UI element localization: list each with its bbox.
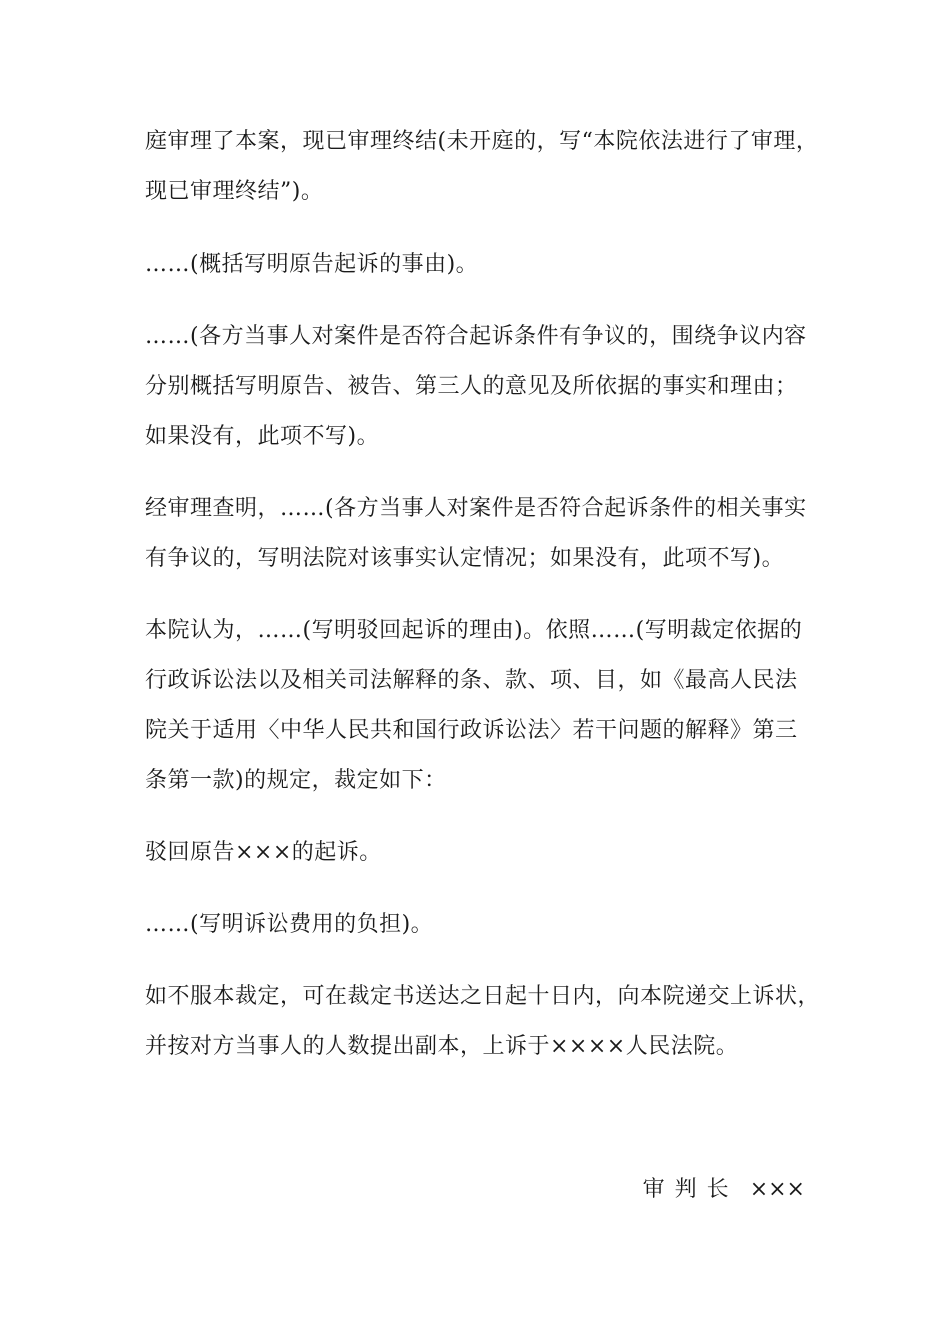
text-line: 分别概括写明原告、被告、第三人的意见及所依据的事实和理由； <box>145 374 798 399</box>
text-line: 驳回原告×××的起诉。 <box>145 840 382 865</box>
signature-name: ××× <box>749 1177 805 1202</box>
text-line: ……(各方当事人对案件是否符合起诉条件有争议的，围绕争议内容 <box>145 324 807 349</box>
text-line: 并按对方当事人的人数提出副本，上诉于××××人民法院。 <box>145 1034 739 1059</box>
text-line: 条第一款)的规定，裁定如下： <box>145 768 447 793</box>
signature-block <box>643 1175 805 1205</box>
text-line: 行政诉讼法以及相关司法解释的条、款、项、目，如《最高人民法 <box>145 668 798 693</box>
signature-title: 审判长 <box>642 1177 739 1202</box>
text-line: 庭审理了本案，现已审理终结(未开庭的，写“本院依法进行了审理， <box>145 129 819 154</box>
text-line: 如果没有，此项不写)。 <box>145 424 380 449</box>
text-line: ……(概括写明原告起诉的事由)。 <box>145 252 479 277</box>
text-line: 经审理查明，……(各方当事人对案件是否符合起诉条件的相关事实 <box>145 496 807 521</box>
text-line: 本院认为，……(写明驳回起诉的理由)。依照……(写明裁定依据的 <box>145 618 803 643</box>
text-line: 院关于适用〈中华人民共和国行政诉讼法〉若干问题的解释》第三 <box>145 718 798 743</box>
text-line: 现已审理终结”)。 <box>145 179 324 204</box>
text-line: 有争议的，写明法院对该事实认定情况；如果没有，此项不写)。 <box>145 546 785 571</box>
text-line: 如不服本裁定，可在裁定书送达之日起十日内，向本院递交上诉状， <box>145 984 821 1009</box>
text-line: ……(写明诉讼费用的负担)。 <box>145 912 434 937</box>
